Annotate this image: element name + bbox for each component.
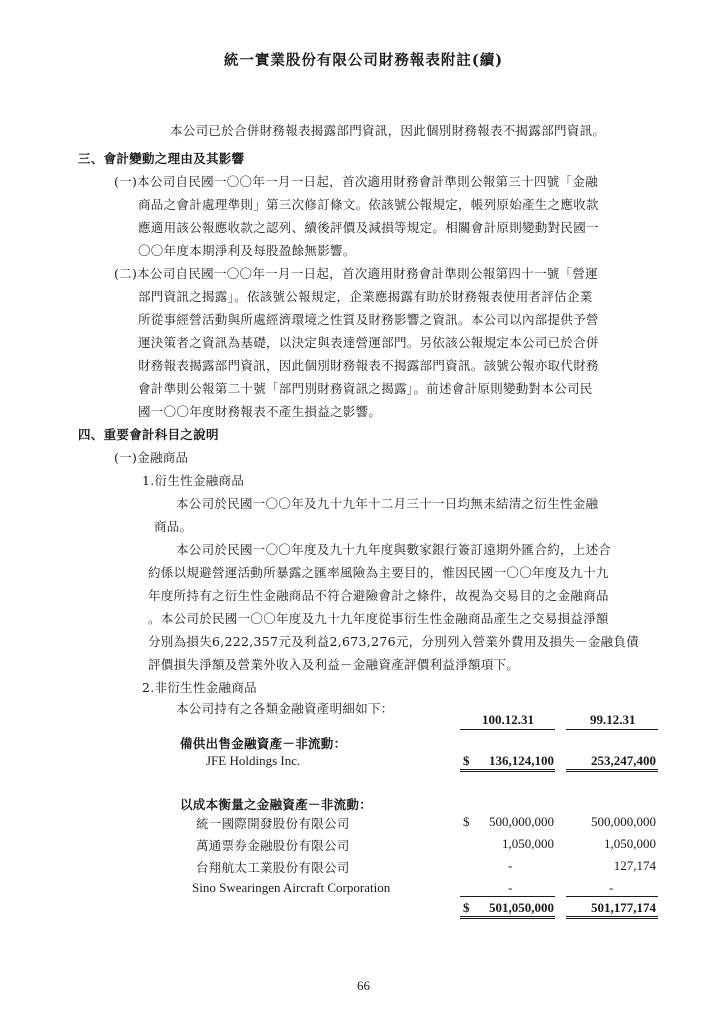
derivatives-para-2-line-4: 。本公司於民國一〇〇年度及九十九年度從事衍生性金融商品產生之交易損益淨額 (148, 611, 609, 626)
header-underline-1 (460, 729, 555, 730)
section-3-item-2-line-1: (二)本公司自民國一〇〇年一月一日起，首次適用財務會計準則公報第四十一號「營運 (114, 266, 598, 281)
row-b2-value-99: 1,050,000 (604, 836, 656, 851)
jfe-value-99: 253,247,400 (591, 753, 656, 768)
cost-method-heading: 以成本衡量之金融資產－非流動： (180, 797, 373, 812)
subtotal-rule-1 (460, 896, 555, 897)
column-header-100-12-31: 100.12.31 (482, 712, 534, 727)
row-b2-name: 萬通票券金融股份有限公司 (196, 838, 350, 853)
section-3-item-1-line-3: 應適用該公報應收款之認列、續後評價及減損等規定。相關會計原則變動對民國一 (138, 220, 599, 235)
row-b3-value-100: - (508, 858, 513, 873)
derivatives-title: 1.衍生性金融商品 (142, 473, 245, 488)
header-underline-2 (566, 729, 658, 730)
total-value-99: 501,177,174 (591, 900, 656, 915)
total-double-rule-1 (460, 916, 555, 919)
jfe-value-100: 136,124,100 (489, 753, 554, 768)
section-3-item-2-line-5: 財務報表揭露部門資訊，因此個別財務報表不揭露部門資訊。該號公報亦取代財務 (138, 358, 599, 373)
derivatives-para-1-line-1: 本公司於民國一〇〇年及九十九年十二月三十一日均無未結清之衍生性金融 (176, 496, 599, 511)
row-b1-value-100: 500,000,000 (489, 814, 554, 829)
total-currency: $ (463, 900, 470, 915)
intro-text: 本公司已於合併財務報表揭露部門資訊，因此個別財務報表不揭露部門資訊。 (170, 123, 606, 138)
section-3-item-1-line-4: 〇〇年度本期淨利及每股盈餘無影響。 (138, 243, 356, 258)
total-value-100: 501,050,000 (489, 900, 554, 915)
section-3-item-1-line-1: (一)本公司自民國一〇〇年一月一日起，首次適用財務會計準則公報第三十四號「金融 (114, 174, 598, 189)
derivatives-para-2-line-5: 分別為損失6,222,357元及利益2,673,276元，分別列入營業外費用及損失－金融負債 (148, 634, 640, 649)
derivatives-para-2-line-2: 約係以規避營運活動所暴露之匯率風險為主要目的，惟因民國一〇〇年度及九十九 (148, 565, 609, 580)
table-intro: 本公司持有之各類金融資產明細如下： (176, 701, 394, 716)
row-b3-name: 台翔航太工業股份有限公司 (196, 860, 350, 875)
section-3-item-2-line-4: 運決策者之資訊為基礎，以決定與表達營運部門。另依該公報規定本公司已於合併 (138, 335, 599, 350)
section-3-item-2-line-2: 部門資訊之揭露」。依該號公報規定，企業應揭露有助於財務報表使用者評估企業 (138, 289, 593, 304)
page-title: 統一實業股份有限公司財務報表附註(續) (223, 52, 504, 69)
derivatives-para-2-line-6: 評價損失淨額及營業外收入及利益－金融資產評價利益淨額項下。 (148, 657, 520, 672)
column-header-99-12-31: 99.12.31 (590, 712, 636, 727)
section-3-heading: 三、會計變動之理由及其影響 (78, 151, 245, 166)
derivatives-para-1-line-2: 商品。 (154, 519, 193, 534)
page-number: 66 (357, 978, 370, 993)
section-4-heading: 四、重要會計科目之說明 (78, 427, 219, 442)
subtotal-rule-2 (566, 896, 658, 897)
non-derivatives-title: 2.非衍生性金融商品 (142, 680, 257, 695)
row-b3-value-99: 127,174 (613, 858, 656, 873)
jfe-holdings-name: JFE Holdings Inc. (206, 753, 301, 768)
section-4-sub-1: (一)金融商品 (114, 450, 189, 465)
row-b1-name: 統一國際開發股份有限公司 (196, 816, 350, 831)
section-3-item-2-line-3: 所從事經營活動與所處經濟環境之性質及財務影響之資訊。本公司以內部提供予營 (138, 312, 599, 327)
jfe-double-rule-2 (566, 769, 658, 772)
section-3-item-1-line-2: 商品之會計處理準則」第三次修訂條文。依該號公報規定，帳列原始產生之應收款 (138, 197, 599, 212)
row-b1-currency: $ (463, 814, 470, 829)
row-b1-value-99: 500,000,000 (591, 814, 656, 829)
row-b4-value-99: - (609, 880, 614, 895)
available-for-sale-heading: 備供出售金融資產－非流動： (180, 736, 347, 751)
total-double-rule-2 (566, 916, 658, 919)
section-3-item-2-line-7: 國一〇〇年度財務報表不產生損益之影響。 (138, 404, 382, 419)
derivatives-para-2-line-1: 本公司於民國一〇〇年度及九十九年度與數家銀行簽訂遠期外匯合約，上述合 (176, 542, 612, 557)
row-b4-value-100: - (508, 880, 513, 895)
derivatives-para-2-line-3: 年度所持有之衍生性金融商品不符合避險會計之條件，故視為交易目的之金融商品 (148, 588, 609, 603)
row-b4-name: Sino Swearingen Aircraft Corporation (192, 880, 391, 895)
jfe-currency: $ (463, 753, 470, 768)
section-3-item-2-line-6: 會計準則公報第二十號「部門別財務資訊之揭露」。前述會計原則變動對本公司民 (138, 381, 593, 396)
jfe-double-rule-1 (460, 769, 555, 772)
row-b2-value-100: 1,050,000 (502, 836, 554, 851)
